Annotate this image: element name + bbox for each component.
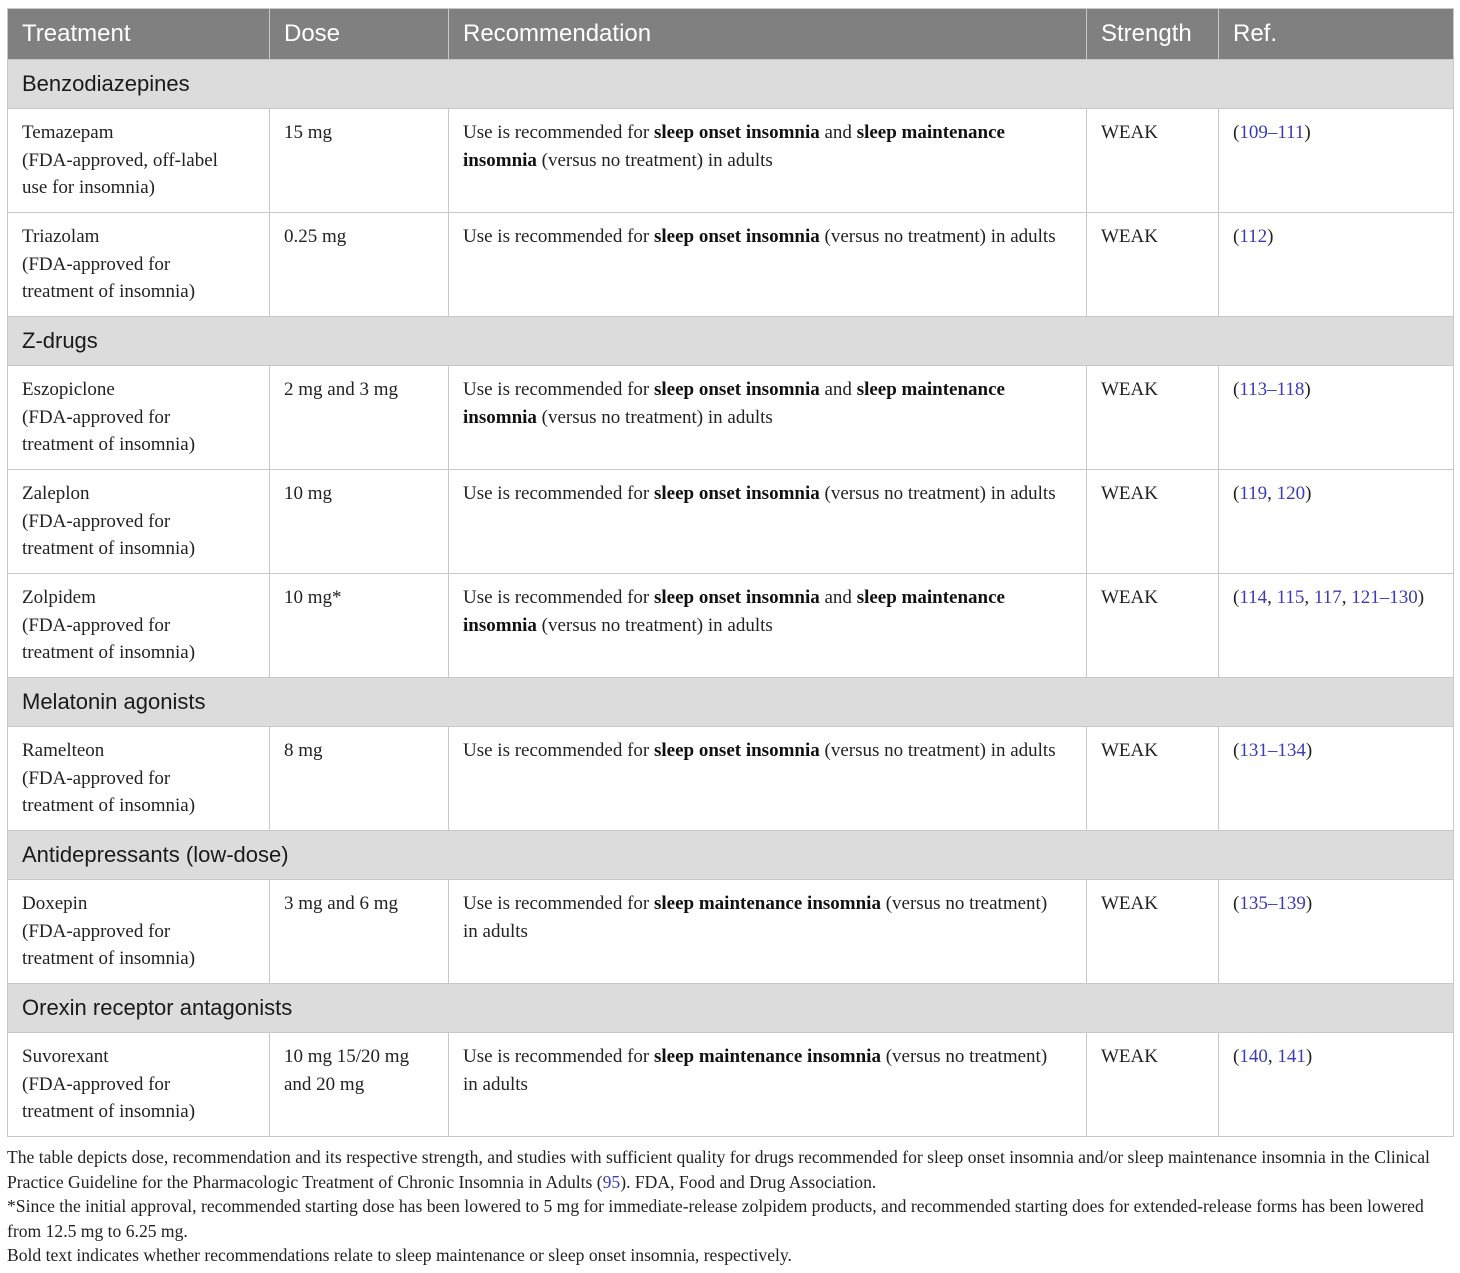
strength-cell: WEAK xyxy=(1087,574,1219,678)
dose-line: 10 mg 15/20 mg xyxy=(284,1046,410,1067)
text-run: Use is recommended for xyxy=(463,587,654,608)
table-row xyxy=(8,470,1454,574)
treatment-line: treatment of insomnia) xyxy=(22,642,196,663)
dose-cell xyxy=(270,1033,449,1137)
treatment-line: (FDA-approved for xyxy=(22,510,171,532)
treatment-line: (FDA-approved for xyxy=(22,253,171,275)
text-run: Use is recommended for xyxy=(463,226,654,247)
recommendation-cell xyxy=(449,574,1087,678)
text-run: and xyxy=(819,379,857,400)
reference-link[interactable]: 121–130 xyxy=(1351,587,1418,608)
dose-line: 2 mg and 3 mg xyxy=(284,379,398,400)
text-run: , xyxy=(1267,483,1277,504)
text-run: Use is recommended for xyxy=(463,740,654,761)
text-run: ) xyxy=(1304,122,1311,143)
treatment-line: (FDA-approved for xyxy=(22,406,171,428)
dose-cell xyxy=(270,213,449,317)
text-run: Use is recommended for xyxy=(463,1046,654,1067)
dose-cell xyxy=(270,727,449,831)
dose-line: 15 mg xyxy=(284,122,333,143)
dose-cell xyxy=(270,880,449,984)
treatment-line: Suvorexant xyxy=(22,1046,109,1067)
strength-cell: WEAK xyxy=(1087,366,1219,470)
reference-link[interactable]: 135–139 xyxy=(1239,893,1306,914)
bold-term: sleep onset insomnia xyxy=(654,587,820,608)
dose-cell xyxy=(270,574,449,678)
treatment-cell xyxy=(8,574,270,678)
text-run: (versus no treatment) in adults xyxy=(819,226,1056,247)
table-row xyxy=(8,574,1454,678)
text-run: Bold text indicates whether recommendations relate to sleep maintenance or sleep onset insomnia, respectively. xyxy=(7,1245,792,1265)
bold-term: sleep onset insomnia xyxy=(654,379,820,400)
ref-cell xyxy=(1219,213,1454,317)
text-run: *Since the initial approval, recommended starting dose has been lowered to 5 mg for immediate-release zolpidem products, and recommended starting does for extended-release forms has been lowered from 12.5 mg to 6.25 mg. xyxy=(7,1196,1424,1241)
text-run: (versus no treatment) in adults xyxy=(536,406,773,428)
text-run: ) xyxy=(1304,379,1311,400)
strength-cell: WEAK xyxy=(1087,1033,1219,1137)
treatment-line: Ramelteon xyxy=(22,740,105,761)
text-run: ) xyxy=(1305,740,1313,761)
treatment-cell xyxy=(8,1033,270,1137)
table-row xyxy=(8,213,1454,317)
group-row xyxy=(8,678,1454,727)
header-dose: Dose xyxy=(270,9,449,60)
treatment-line: Triazolam xyxy=(22,226,100,247)
ref-cell xyxy=(1219,1033,1454,1137)
text-run: (versus no treatment) in adults xyxy=(463,1046,1048,1095)
strength-cell: WEAK xyxy=(1087,727,1219,831)
footnote xyxy=(7,1145,1457,1194)
treatment-line: treatment of insomnia) xyxy=(22,281,196,302)
text-run: Use is recommended for xyxy=(463,483,654,504)
text-run: ) xyxy=(1305,1046,1313,1067)
treatment-cell xyxy=(8,366,270,470)
treatment-line: treatment of insomnia) xyxy=(22,434,196,455)
treatment-line: treatment of insomnia) xyxy=(22,1101,196,1122)
reference-link[interactable]: 95 xyxy=(602,1171,621,1192)
header-ref: Ref. xyxy=(1219,9,1454,60)
ref-cell xyxy=(1219,366,1454,470)
text-run: The table depicts dose, recommendation and its respective strength, and studies with sufficient quality for drugs recommended for sleep onset insomnia and/or sleep maintenance insomnia in the Clinical Practice Guideline for the Pharmacologic Treatment of Chronic Insomnia in Adults ( xyxy=(7,1147,1430,1192)
bold-term: sleep onset insomnia xyxy=(654,226,820,247)
group-row xyxy=(8,984,1454,1033)
group-title: Z-drugs xyxy=(8,317,1454,366)
text-run: and xyxy=(819,587,857,608)
recommendation-cell xyxy=(449,213,1087,317)
treatment-line: (FDA-approved for xyxy=(22,1073,171,1095)
dose-line: and 20 mg xyxy=(284,1073,365,1095)
bold-term: sleep maintenance insomnia xyxy=(654,1046,881,1067)
recommendation-cell xyxy=(449,366,1087,470)
dose-line: 8 mg xyxy=(284,740,323,761)
footnote xyxy=(7,1194,1457,1243)
recommendation-cell xyxy=(449,727,1087,831)
strength-cell: WEAK xyxy=(1087,213,1219,317)
recommendation-cell xyxy=(449,880,1087,984)
reference-link[interactable]: 141 xyxy=(1277,1046,1306,1067)
dose-cell xyxy=(270,366,449,470)
treatment-line: Eszopiclone xyxy=(22,379,115,400)
ref-cell xyxy=(1219,727,1454,831)
treatment-line: Zolpidem xyxy=(22,587,96,608)
dose-cell xyxy=(270,109,449,213)
reference-link[interactable]: 119 xyxy=(1239,483,1268,504)
treatment-line: use for insomnia) xyxy=(22,177,155,198)
reference-link[interactable]: 114 xyxy=(1239,587,1268,608)
treatment-line: (FDA-approved for xyxy=(22,614,171,636)
treatment-line: (FDA-approved for xyxy=(22,767,171,789)
treatment-cell xyxy=(8,880,270,984)
treatment-cell xyxy=(8,727,270,831)
table-row xyxy=(8,1033,1454,1137)
text-run: , xyxy=(1267,587,1277,608)
text-run: (versus no treatment) in adults xyxy=(463,893,1048,942)
text-run: , xyxy=(1304,587,1314,608)
dose-line: 10 mg xyxy=(284,483,333,504)
bold-term: sleep maintenance insomnia xyxy=(654,893,881,914)
table-row xyxy=(8,109,1454,213)
text-run: (versus no treatment) in adults xyxy=(536,149,773,171)
text-run: ( xyxy=(1233,483,1240,504)
drug-recommendation-table xyxy=(7,8,1454,1137)
text-run: Use is recommended for xyxy=(463,122,654,143)
group-title: Antidepressants (low-dose) xyxy=(8,831,1454,880)
group-title: Benzodiazepines xyxy=(8,60,1454,109)
treatment-line: (FDA-approved for xyxy=(22,920,171,942)
treatment-line: (FDA-approved, off-label xyxy=(22,149,218,171)
bold-term: sleep onset insomnia xyxy=(654,740,820,761)
group-title: Orexin receptor antagonists xyxy=(8,984,1454,1033)
text-run: ) xyxy=(1305,893,1313,914)
table-row xyxy=(8,727,1454,831)
recommendation-cell xyxy=(449,1033,1087,1137)
ref-cell xyxy=(1219,470,1454,574)
table-row xyxy=(8,366,1454,470)
header-strength: Strength xyxy=(1087,9,1219,60)
reference-link[interactable]: 117 xyxy=(1313,587,1342,608)
group-row xyxy=(8,831,1454,880)
text-run: ( xyxy=(1233,587,1240,608)
dose-line: 3 mg and 6 mg xyxy=(284,893,398,914)
reference-link[interactable]: 120 xyxy=(1276,483,1306,504)
text-run: (versus no treatment) in adults xyxy=(536,614,773,636)
bold-term: sleep maintenance insomnia xyxy=(463,379,1005,428)
strength-cell: WEAK xyxy=(1087,470,1219,574)
text-run: ). FDA, Food and Drug Association. xyxy=(620,1171,877,1192)
treatment-line: treatment of insomnia) xyxy=(22,538,196,559)
text-run: ) xyxy=(1417,587,1425,608)
recommendation-cell xyxy=(449,109,1087,213)
text-run: , xyxy=(1341,587,1352,608)
ref-cell xyxy=(1219,880,1454,984)
ref-cell xyxy=(1219,574,1454,678)
header-treatment: Treatment xyxy=(8,9,270,60)
text-run: ) xyxy=(1305,483,1312,504)
bold-term: sleep onset insomnia xyxy=(654,483,820,504)
treatment-line: Zaleplon xyxy=(22,483,90,504)
strength-cell: WEAK xyxy=(1087,880,1219,984)
strength-cell: WEAK xyxy=(1087,109,1219,213)
ref-cell xyxy=(1219,109,1454,213)
dose-line: 10 mg* xyxy=(284,587,342,608)
treatment-line: Temazepam xyxy=(22,122,114,143)
dose-cell xyxy=(270,470,449,574)
bold-term: sleep maintenance insomnia xyxy=(463,122,1005,171)
treatment-line: treatment of insomnia) xyxy=(22,795,196,816)
header-row xyxy=(8,9,1454,60)
reference-link[interactable]: 109–111 xyxy=(1239,122,1305,143)
treatment-line: Doxepin xyxy=(22,893,88,914)
text-run: ( xyxy=(1233,122,1240,143)
footnote xyxy=(7,1243,1457,1268)
group-title: Melatonin agonists xyxy=(8,678,1454,727)
text-run: (versus no treatment) in adults xyxy=(819,740,1056,761)
bold-term: sleep onset insomnia xyxy=(654,122,820,143)
header-recommendation: Recommendation xyxy=(449,9,1087,60)
bold-term: sleep maintenance insomnia xyxy=(463,587,1005,636)
text-run: ( xyxy=(1233,379,1240,400)
text-run: and xyxy=(819,122,857,143)
treatment-cell xyxy=(8,213,270,317)
reference-link[interactable]: 115 xyxy=(1276,587,1305,608)
table-footnotes xyxy=(7,1145,1457,1268)
group-row xyxy=(8,60,1454,109)
text-run: (versus no treatment) in adults xyxy=(819,483,1056,504)
text-run: ( xyxy=(1233,893,1240,914)
text-run: Use is recommended for xyxy=(463,379,654,400)
reference-link[interactable]: 140 xyxy=(1239,1046,1268,1067)
group-row xyxy=(8,317,1454,366)
text-run: ) xyxy=(1267,226,1274,247)
recommendation-cell xyxy=(449,470,1087,574)
dose-line: 0.25 mg xyxy=(284,226,347,247)
treatment-cell xyxy=(8,470,270,574)
text-run: ( xyxy=(1233,226,1240,247)
table-row xyxy=(8,880,1454,984)
reference-link[interactable]: 113–118 xyxy=(1239,379,1305,400)
text-run: ( xyxy=(1233,1046,1240,1067)
reference-link[interactable]: 131–134 xyxy=(1239,740,1306,761)
text-run: Use is recommended for xyxy=(463,893,654,914)
treatment-cell xyxy=(8,109,270,213)
text-run: , xyxy=(1267,1046,1278,1067)
text-run: ( xyxy=(1233,740,1240,761)
treatment-line: treatment of insomnia) xyxy=(22,948,196,969)
reference-link[interactable]: 112 xyxy=(1239,226,1268,247)
